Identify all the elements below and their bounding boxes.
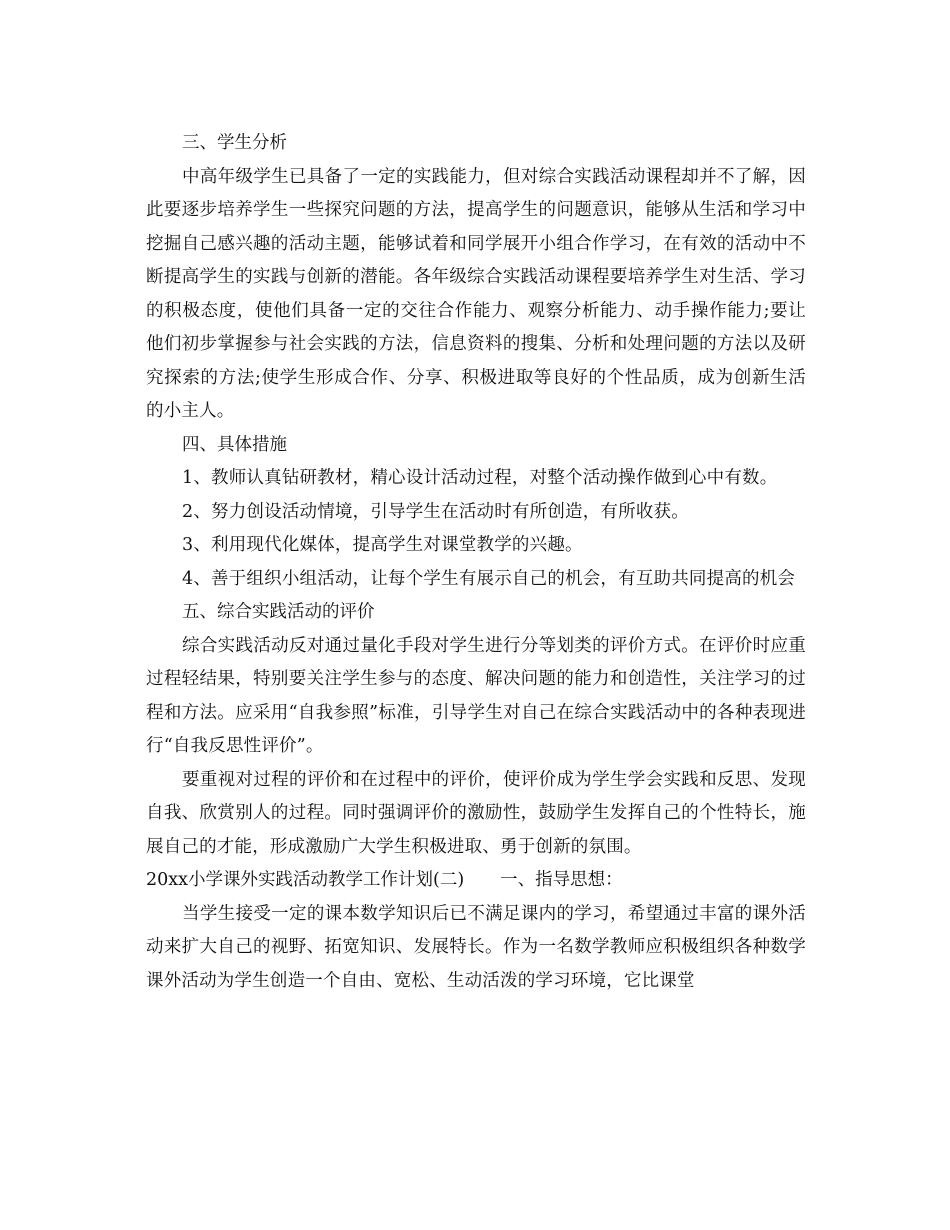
plan-title: 20xx小学课外实践活动教学工作计划(二) (146, 870, 465, 890)
document-body (146, 127, 806, 998)
measure-item-4: 4、善于组织小组活动，让每个学生有展示自己的机会，有互助共同提高的机会 (182, 568, 796, 589)
measure-item-2: 2、努力创设活动情境，引导学生在活动时有所创造，有所收获。 (182, 501, 689, 522)
paragraph-student-analysis: 中高年级学生已具备了一定的实践能力，但对综合实践活动课程却并不了解，因此要逐步培养学生一些探究问题的方法，提高学生的问题意识，能够从生活和学习中挖掘自己感兴趣的活动主题，能够试着和同学展开小组合作学习，在有效的活动中不断提高学生的实践与创新的潜能。各年级综合实践活动课程要培养学生对生活、学习的积极态度，使他们具备一定的交往合作能力、观察分析能力、动手操作能力;要让他们初步掌握参与社会实践的方法，信息资料的搜集、分析和处理问题的方法以及研究探索的方法;使学生形成合作、分享、积极进取等良好的个性品质，成为创新生活的小主人。 (146, 166, 806, 421)
paragraph-evaluation-2: 要重视对过程的评价和在过程中的评价，使评价成为学生学会实践和反思、发现自我、欣赏别人的过程。同时强调评价的激励性，鼓励学生发挥自己的个性特长，施展自己的才能，形成激励广大学生积极进取、勇于创新的氛围。 (146, 769, 806, 857)
plan-heading-guiding-thought: 一、指导思想： (500, 870, 623, 890)
paragraph-evaluation-1: 综合实践活动反对通过量化手段对学生进行分等划类的评价方式。在评价时应重过程轻结果，特别要关注学生参与的态度、解决问题的能力和创造性，关注学习的过程和方法。应采用“自我参照”标准，引导学生对自己在综合实践活动中的各种表现进行“自我反思性评价”。 (146, 635, 806, 756)
section-heading-student-analysis: 三、学生分析 (182, 133, 287, 153)
measure-item-3: 3、利用现代化媒体，提高学生对课堂教学的兴趣。 (182, 535, 583, 555)
section-heading-evaluation: 五、综合实践活动的评价 (182, 602, 375, 622)
section-heading-measures: 四、具体措施 (182, 434, 287, 455)
paragraph-guiding-thought: 当学生接受一定的课本数学知识后已不满足课内的学习，希望通过丰富的课外活动来扩大自己的视野、拓宽知识、发展特长。作为一名数学教师应积极组织各种数学课外活动为学生创造一个自由、宽松、生动活泼的学习环境，它比课堂 (146, 903, 806, 991)
plan-title-line (146, 864, 806, 898)
measure-item-1: 1、教师认真钻研教材，精心设计活动过程，对整个活动操作做到心中有数。 (182, 468, 778, 488)
